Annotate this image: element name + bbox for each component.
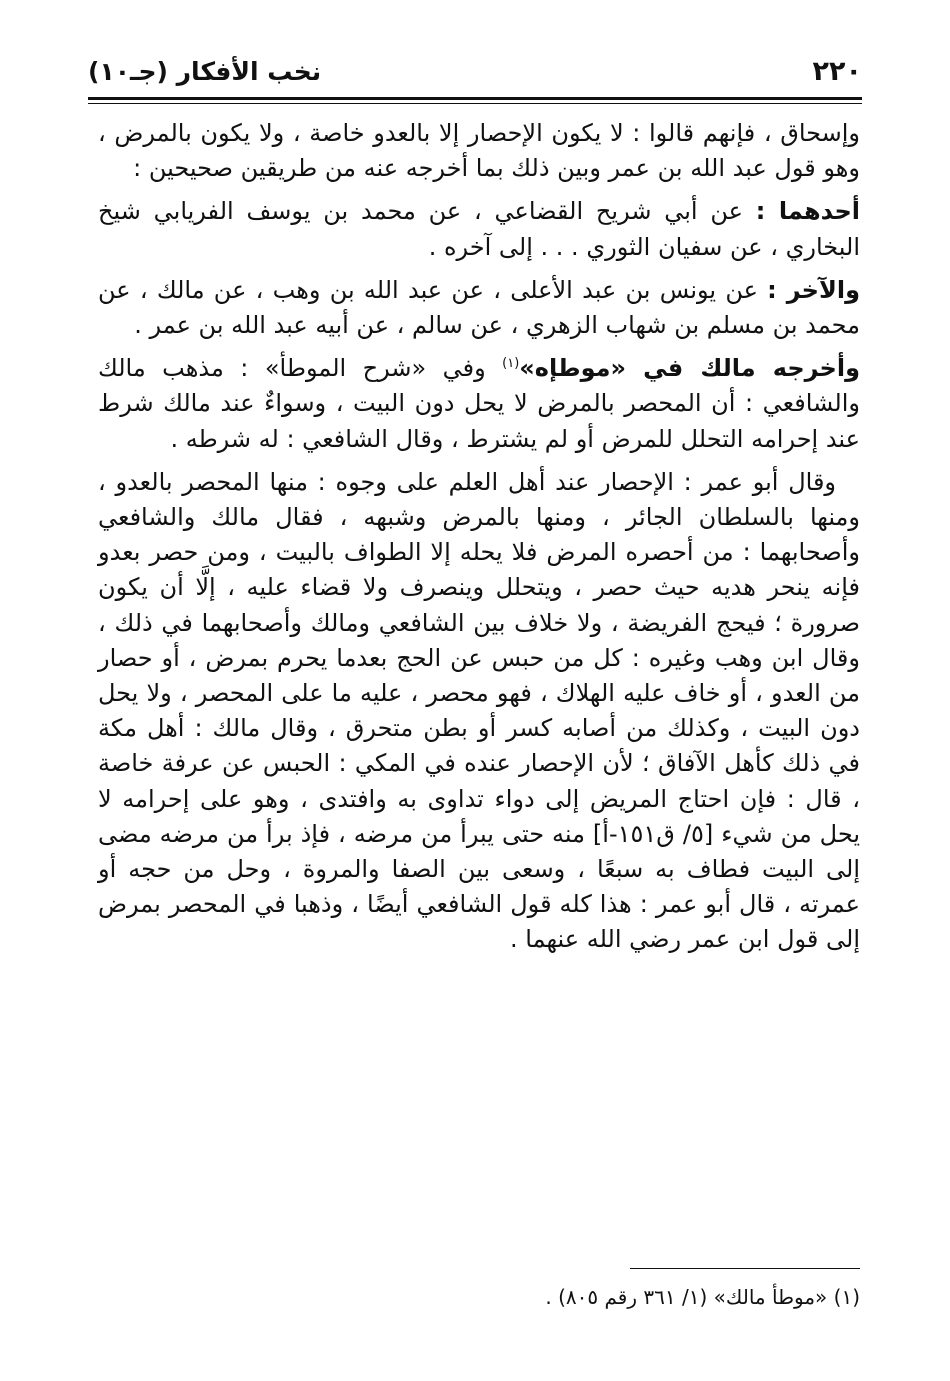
paragraph-lead: والآخر : [767, 275, 860, 304]
header-divider-thin [88, 103, 862, 104]
paragraph [98, 273, 860, 343]
paragraph-lead: وأخرجه مالك في «موطإه» [519, 354, 860, 383]
page-header [88, 52, 862, 98]
paragraph-text: وقال أبو عمر : الإحصار عند أهل العلم على وجوه : منها المحصر بالعدو ، ومنها بالسلطان الجائر ، ومنها بالمرض وشبهه ، فقال مالك والشافعي وأصحابهما : من أحصره المرض فلا يحله إلا الطواف بالبيت ، ومن حصر بعدو فإنه ينحر هديه حيث حصر ، ويتحلل وينصرف ولا قضاء عليه ، إلَّا أن يكون صرورة ؛ فيحج الفريضة ، ولا خلاف بين الشافعي ومالك وأصحابهما في ذلك ، وقال ابن وهب وغيره : كل من حبس عن الحج بعدما يحرم بمرض ، أو حصار من العدو ، أو خاف عليه الهلاك ، فهو محصر ، عليه ما على المحصر ، ولا يحل دون البيت ، وكذلك من أصابه كسر أو بطن متحرق ، وقال مالك : أهل مكة في ذلك كأهل الآفاق ؛ لأن الإحصار عنده في المكي : الحبس عن عرفة خاصة ، قال : فإن احتاج المريض إلى دواء تداوى به وافتدى ، وهو على إحرامه لا يحل من شيء [٥/ ق١٥١-أ] منه حتى يبرأ من مرضه ، فإذ برأ من مرضه مضى إلى البيت فطاف به سبعًا ، وسعى بين الصفا والمروة ، وحل من حجه أو عمرته ، قال أبو عمر : هذا كله قول الشافعي أيضًا ، وذهبا في المحصر بمرض إلى قول ابن عمر رضي الله عنهما . [98, 467, 861, 954]
paragraph-text: وفي «شرح الموطأ» : مذهب مالك والشافعي : أن المحصر بالمرض لا يحل دون البيت ، وسواءٌ عند مالك شرط عند إحرامه التحلل للمرض أو لم يشترط ، وقال الشافعي : له شرطه . [98, 354, 860, 453]
paragraph [98, 194, 860, 264]
paragraph-lead: أحدهما : [755, 197, 860, 226]
paragraph-text: عن أبي شريح القضاعي ، عن محمد بن يوسف الفريابي شيخ البخاري ، عن سفيان الثوري . . . إلى آخره . [98, 197, 860, 261]
paragraph-text: وإسحاق ، فإنهم قالوا : لا يكون الإحصار إلا بالعدو خاصة ، ولا يكون بالمرض ، وهو قول عبد الله بن عمر وبين ذلك بما أخرجه عنه من طريقين صحيحين : [98, 119, 860, 183]
paragraph [98, 351, 860, 457]
page-number: ٢٢٠ [812, 56, 862, 87]
footnote-reference: (١) [502, 356, 520, 372]
footnote-divider [630, 1268, 860, 1269]
footnote: (١) «موطأ مالك» (١/ ٣٦١ رقم ٨٠٥) . [545, 1285, 860, 1309]
book-title: نخب الأفكار (جـ١٠) [88, 57, 322, 86]
paragraph [98, 465, 860, 958]
paragraph-text: عن يونس بن عبد الأعلى ، عن عبد الله بن وهب ، عن مالك ، عن محمد بن مسلم بن شهاب الزهري ، عن سالم ، عن أبيه عبد الله بن عمر . [98, 275, 860, 340]
body-text [98, 116, 860, 966]
header-divider [88, 97, 862, 100]
paragraph [98, 116, 860, 186]
